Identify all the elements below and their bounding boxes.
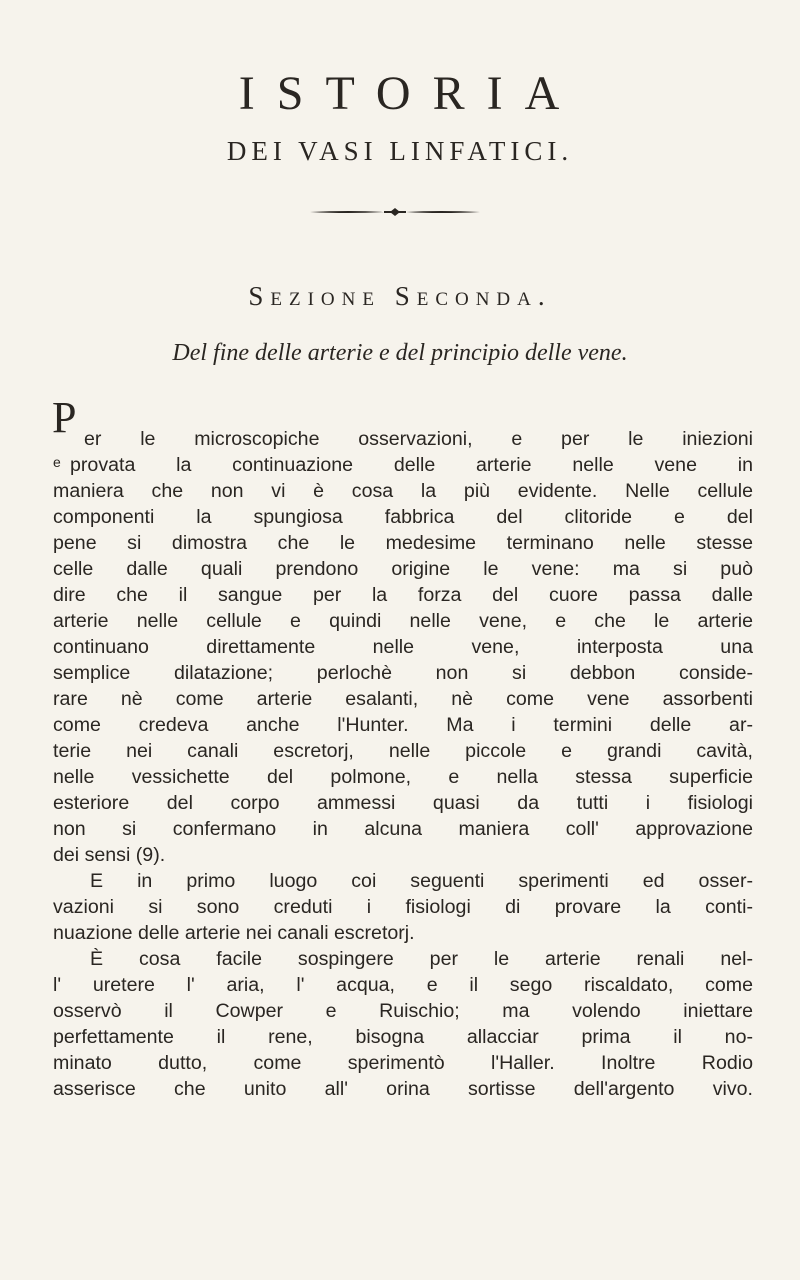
page-title: ISTORIA — [238, 67, 582, 120]
text-line: terie nei canali escretorj, nelle piccole e grandi cavità, — [53, 740, 753, 762]
text-line: er le microscopiche osservazioni, e per le iniezioni — [84, 428, 753, 450]
text-line: minato dutto, come sperimentò l'Haller. Inoltre Rodio — [53, 1052, 753, 1074]
text-line: celle dalle quali prendono origine le vene: ma si può — [53, 558, 753, 580]
chapter-title: Del fine delle arterie e del principio delle vene. — [172, 340, 628, 366]
text-line: asserisce che unito all' orina sortisse dell'argento vivo. — [53, 1078, 753, 1100]
small-prefix: e — [53, 454, 61, 470]
text-line: componenti la spungiosa fabbrica del clitoride e del — [53, 506, 753, 528]
text-line: arterie nelle cellule e quindi nelle vene, e che le arterie — [53, 610, 753, 632]
text-line: provata la continuazione delle arterie nelle vene in — [70, 454, 753, 476]
section-heading: Sezione Seconda. — [248, 281, 552, 311]
text-line: continuano direttamente nelle vene, interposta una — [53, 636, 753, 658]
text-line: perfettamente il rene, bisogna allacciar prima il no- — [53, 1026, 753, 1048]
text-line: vazioni si sono creduti i fisiologi di provare la conti- — [53, 896, 753, 918]
text-line: pene si dimostra che le medesime terminano nelle stesse — [53, 532, 753, 554]
text-line: È cosa facile sospingere per le arterie renali nel- — [90, 948, 753, 970]
text-line: rare nè come arterie esalanti, nè come vene assorbenti — [53, 688, 753, 710]
text-line: come credeva anche l'Hunter. Ma i termini delle ar- — [53, 714, 753, 736]
ornament-divider-icon — [310, 207, 480, 217]
text-line: nuazione delle arterie nei canali escretorj. — [53, 922, 415, 944]
page-subtitle: DEI VASI LINFATICI. — [226, 136, 574, 166]
text-line: nelle vessichette del polmone, e nella stessa superficie — [53, 766, 753, 788]
text-line: l' uretere l' aria, l' acqua, e il sego riscaldato, come — [53, 974, 753, 996]
text-line: esteriore del corpo ammessi quasi da tutti i fisiologi — [53, 792, 753, 814]
text-line: maniera che non vi è cosa la più evidente. Nelle cellule — [53, 480, 753, 502]
text-line: dire che il sangue per la forza del cuore passa dalle — [53, 584, 753, 606]
text-line: dei sensi (9). — [53, 844, 166, 866]
text-line: osservò il Cowper e Ruischio; ma volendo iniettare — [53, 1000, 753, 1022]
text-line: E in primo luogo coi seguenti sperimenti ed osser- — [90, 870, 753, 892]
text-line: semplice dilatazione; perlochè non si debbon conside- — [53, 662, 753, 684]
text-line: non si confermano in alcuna maniera coll' approvazione — [53, 818, 753, 840]
drop-cap: P — [52, 393, 77, 442]
